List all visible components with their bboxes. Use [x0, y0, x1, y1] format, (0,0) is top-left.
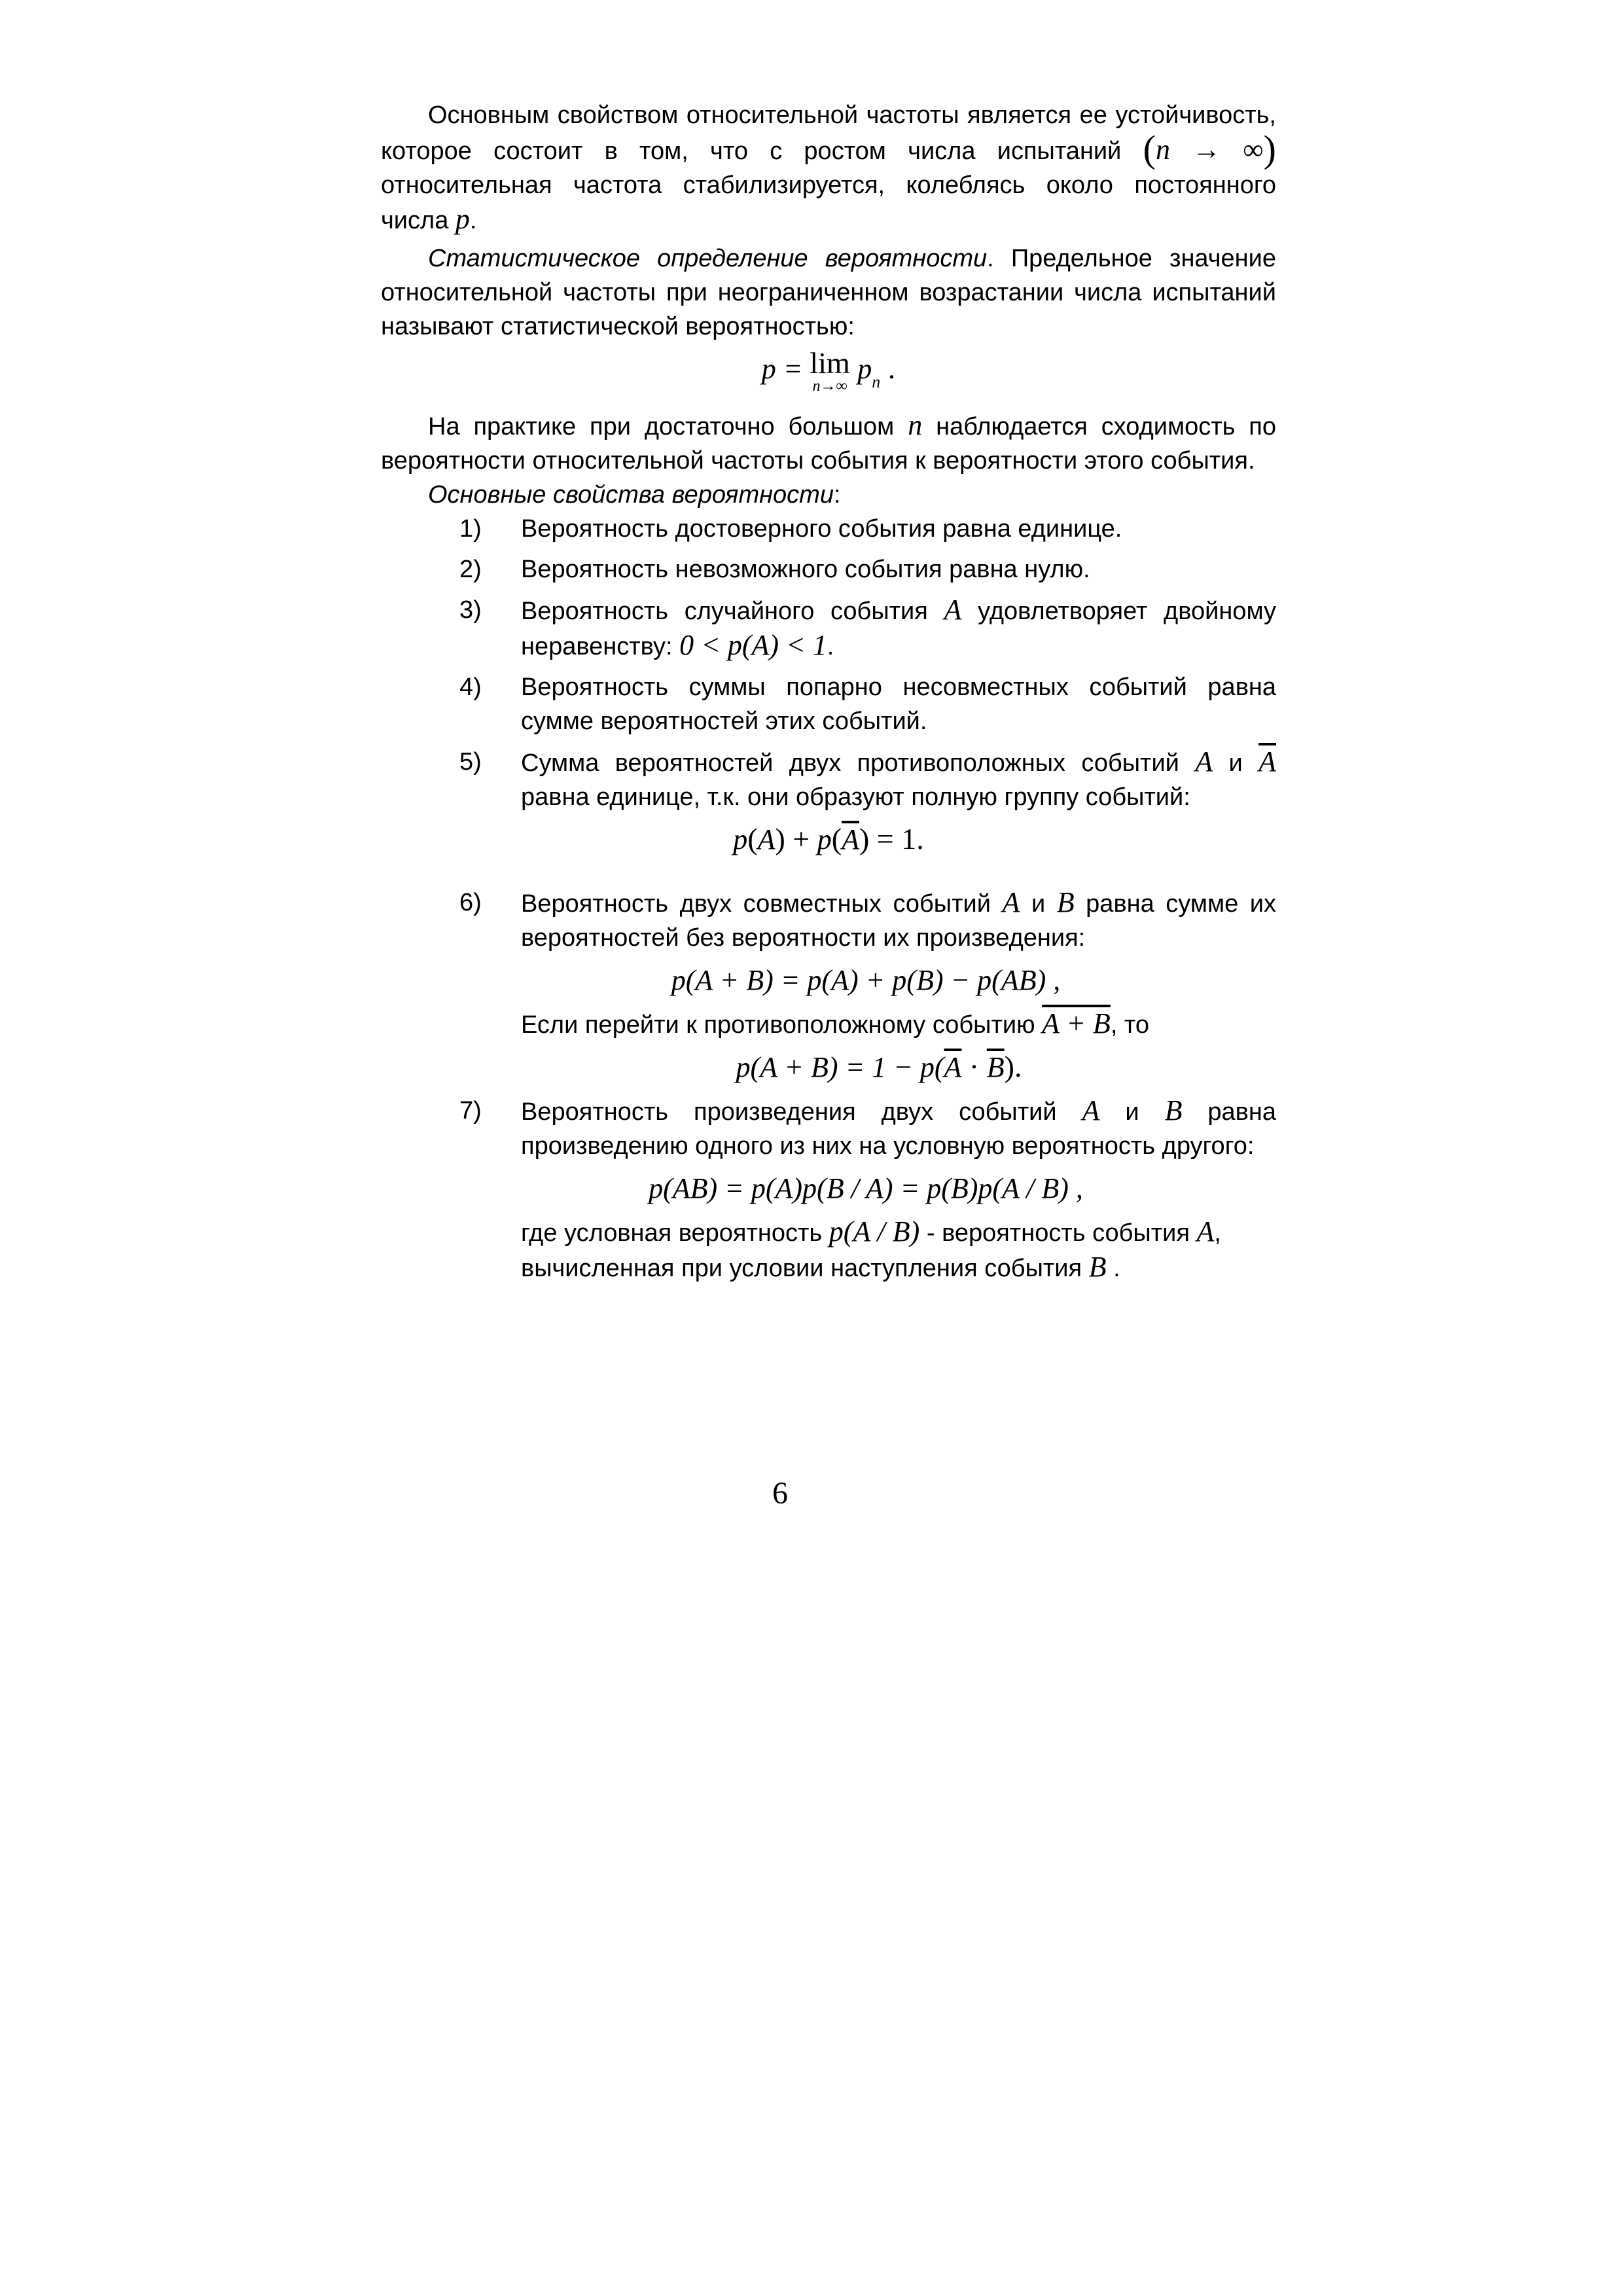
formula-sum-rule — [455, 960, 1276, 1000]
math-var-A: A — [1195, 745, 1213, 778]
math-inequality: 0 < p(A) < 1 — [679, 629, 827, 661]
item-number: 7) — [459, 1097, 482, 1124]
period: . — [880, 351, 896, 385]
math-bar-expression: A + B — [1042, 1007, 1111, 1039]
lim: lim — [810, 346, 850, 380]
item-text: - вероятность события — [926, 1219, 1190, 1247]
property-1 — [381, 512, 1276, 546]
formula-text: p(A + B) = p(A) + p(B) − p(AB) , — [671, 964, 1061, 996]
property-3 — [381, 593, 1276, 664]
complement-note — [521, 1007, 1276, 1042]
section-label-properties: Основные свойства вероятности: — [428, 481, 841, 509]
math-var-A: A — [1082, 1094, 1100, 1126]
property-7 — [381, 1094, 1276, 1285]
item-number: 4) — [459, 673, 482, 701]
formula-part: p(A + B) = 1 − p( — [736, 1051, 944, 1083]
text: На практике при достаточно большом — [428, 413, 895, 440]
conjunction: и — [1031, 890, 1046, 918]
formula-product-rule — [455, 1168, 1276, 1208]
formula-text: p(AB) = p(A)p(B / A) = p(B)p(A / B) , — [649, 1172, 1083, 1204]
period: . — [827, 633, 834, 660]
item-number: 1) — [459, 515, 482, 543]
paragraph-convergence — [381, 408, 1276, 478]
formula-lhs: p = — [761, 353, 810, 385]
item-text: Сумма вероятностей двух противоположных событий — [521, 749, 1179, 777]
formula-bar-A: $\overline{A}$ — [944, 1051, 962, 1083]
label-text: Основные свойства вероятности — [428, 481, 834, 509]
formula-limit — [381, 346, 1276, 402]
item-number: 3) — [459, 596, 482, 624]
conditional-note — [521, 1215, 1276, 1285]
math-conditional: p(A / B) — [829, 1215, 920, 1247]
property-5 — [381, 745, 1276, 859]
item-number: 2) — [459, 556, 482, 583]
period: . — [1113, 1255, 1120, 1282]
definition-term: Статистическое определение вероятности — [428, 245, 988, 272]
item-text: равна произведению одного из них на условную вероятность другого: — [521, 1098, 1276, 1160]
math-var-A-complement: $\overline{A}$ — [1258, 745, 1276, 778]
period: . — [469, 207, 477, 234]
item-text: удовлетворяет двойному неравенству: — [521, 598, 1276, 660]
property-2 — [381, 552, 1276, 586]
property-4 — [381, 670, 1276, 738]
item-text: Вероятность невозможного события равна нулю. — [521, 556, 1090, 583]
math-var-B: B — [1164, 1094, 1183, 1126]
math-var-A: A — [1196, 1215, 1215, 1247]
text: . Предельное значение относительной частоты при неограниченном возрастании числа испытаний называют статистической вероятностью: — [381, 245, 1277, 340]
formula-part: ). — [1004, 1050, 1022, 1083]
math-var-B: B — [1056, 886, 1075, 918]
formula-complement-sum: $p(A) + p(\overline{A}) = 1$. — [733, 822, 924, 855]
properties-list — [381, 512, 1276, 1285]
conjunction: и — [1228, 749, 1243, 777]
item-text: , вычисленная при условии наступления события — [521, 1219, 1221, 1282]
conjunction: и — [1125, 1098, 1139, 1126]
formula-dot: · — [961, 1050, 987, 1083]
item-text: Вероятность двух совместных событий — [521, 890, 991, 918]
math-var-B: B — [1088, 1251, 1107, 1283]
item-text: равна сумме их вероятностей без вероятности их произведения: — [521, 890, 1277, 952]
formula-p: p — [857, 353, 872, 385]
math-var-p: p — [455, 203, 470, 235]
item-text: равна единице, т.к. они образуют полную группу событий: — [521, 783, 1190, 811]
subscript-n: n — [872, 372, 881, 391]
paragraph-definition — [381, 242, 1276, 344]
paragraph-stability — [381, 98, 1276, 238]
item-text: Если перейти к противоположному событию — [521, 1011, 1035, 1039]
math-var-A: A — [1002, 886, 1020, 918]
text: Основным свойством относительной частоты является ее устойчивость, которое состоит в том, что с ростом числа испытаний — [381, 101, 1276, 165]
math-n-to-infinity: (n → ∞) — [1143, 128, 1276, 170]
item-number: 5) — [459, 748, 482, 776]
lim-subscript: n→∞ — [812, 378, 847, 395]
item-text: , то — [1110, 1011, 1150, 1039]
text: относительная частота стабилизируется, колеблясь около постоянного числа — [381, 171, 1276, 234]
item-text: где условная вероятность — [521, 1219, 823, 1247]
limit-operator — [810, 346, 850, 395]
page-content — [381, 98, 1276, 1292]
math-var-A: A — [944, 594, 962, 626]
item-text: Вероятность достоверного события равна единице. — [521, 515, 1122, 543]
formula-bar-B: $\overline{B}$ — [986, 1051, 1005, 1083]
item-number: 6) — [459, 889, 482, 916]
math-var-n: n — [908, 409, 923, 441]
text: наблюдается сходимость по вероятности относительной частоты события к вероятности этого события. — [381, 413, 1277, 475]
item-text: Вероятность произведения двух событий — [521, 1098, 1057, 1126]
formula-complement-rule — [482, 1047, 1276, 1087]
item-text: Вероятность случайного события — [521, 598, 928, 625]
item-text: Вероятность суммы попарно несовместных событий равна сумме вероятностей этих событий. — [521, 673, 1276, 735]
page-number: 6 — [772, 1476, 788, 1511]
property-6 — [381, 886, 1276, 1087]
